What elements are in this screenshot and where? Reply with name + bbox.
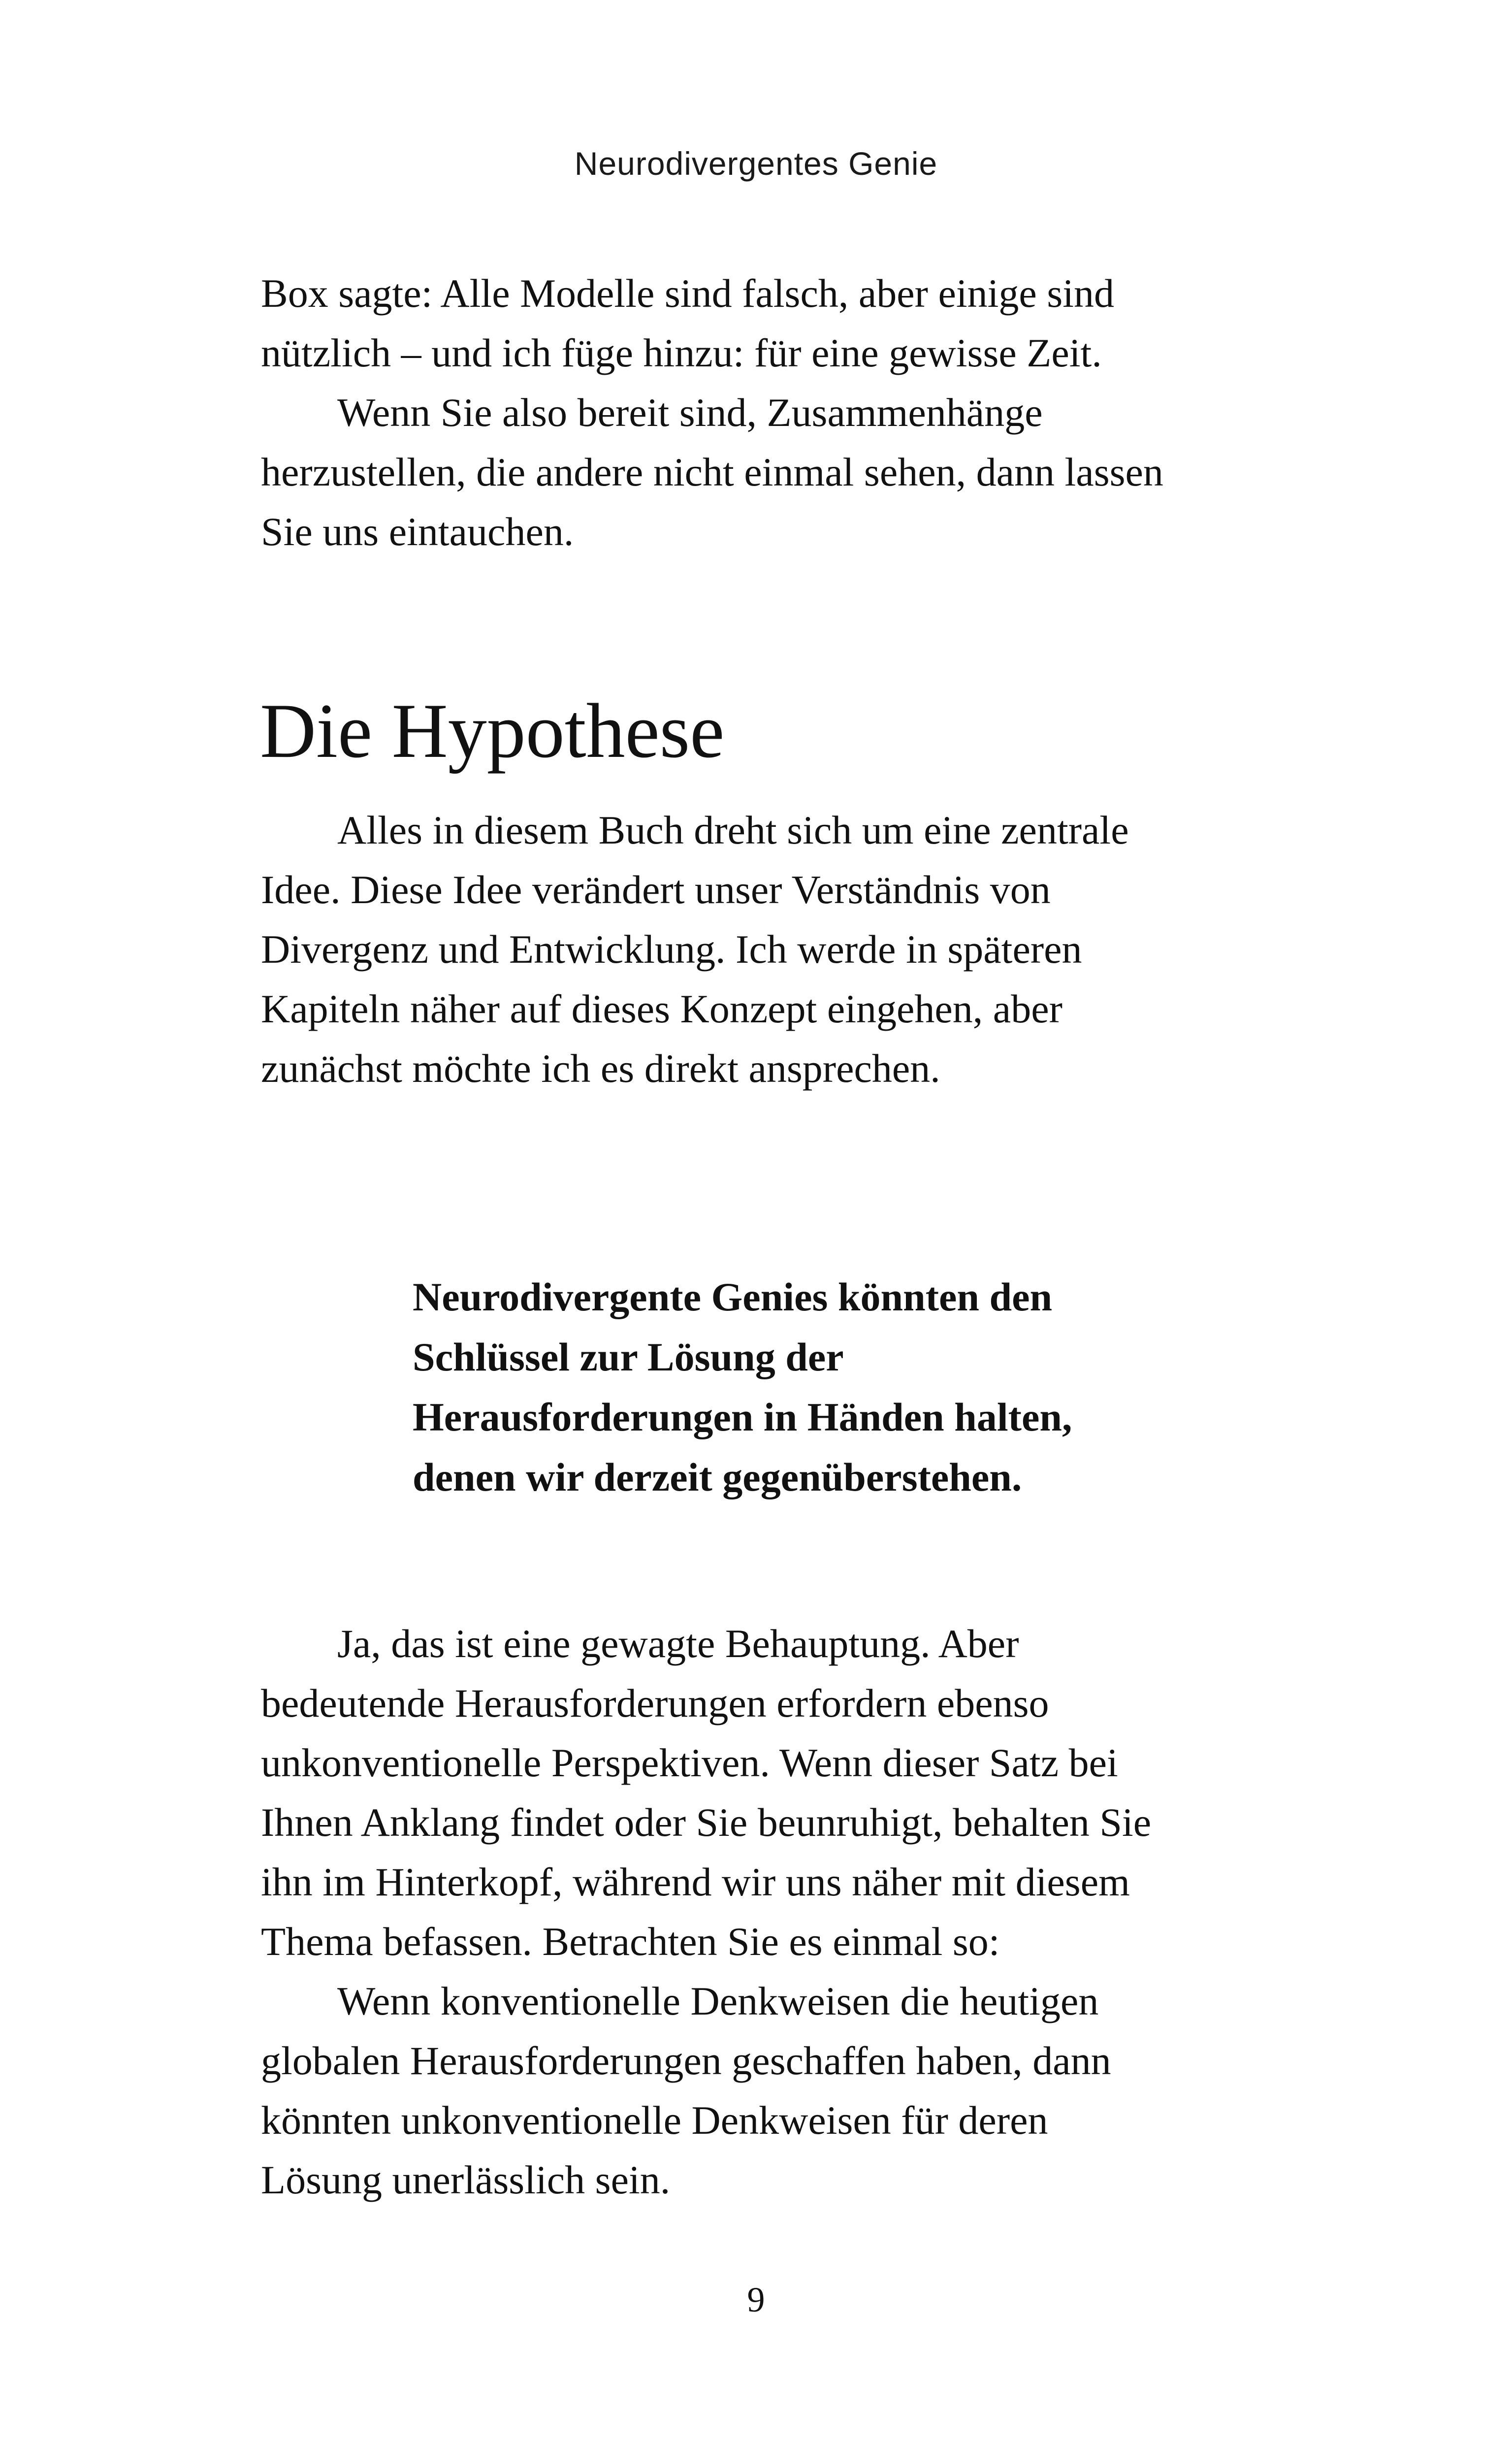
text-line: Wenn konventionelle Denkweisen die heutigen: [337, 1979, 1099, 2023]
text-line: Divergenz und Entwicklung. Ich werde in späteren: [261, 927, 1082, 972]
quote-line: Schlüssel zur Lösung der: [413, 1335, 844, 1379]
quote-line: Neurodivergente Genies könnten den: [413, 1274, 1053, 1319]
text-line: Thema befassen. Betrachten Sie es einmal so:: [261, 1919, 1000, 1964]
text-line: ihn im Hinterkopf, während wir uns näher mit diesem: [261, 1859, 1130, 1904]
text-line: Wenn Sie also bereit sind, Zusammenhänge: [337, 390, 1043, 435]
text-line: Lösung unerlässlich sein.: [261, 2157, 671, 2202]
text-line: unkonventionelle Perspektiven. Wenn dieser Satz bei: [261, 1740, 1118, 1785]
section-heading: Die Hypothese: [260, 688, 725, 774]
text-line: Alles in diesem Buch dreht sich um eine zentrale: [337, 808, 1129, 852]
response-text: [261, 1614, 1319, 2210]
intro-paragraph-1: [261, 263, 1319, 383]
hypothesis-paragraph-1: [261, 800, 1319, 1098]
pull-quote: [413, 1267, 1299, 1507]
text-line: Kapiteln näher auf dieses Konzept eingehen, aber: [261, 986, 1062, 1031]
text-line: Sie uns eintauchen.: [261, 509, 574, 554]
text-line: globalen Herausforderungen geschaffen haben, dann: [261, 2038, 1111, 2083]
intro-paragraph-2: [261, 383, 1319, 561]
running-header: Neurodivergentes Genie: [574, 145, 938, 182]
text-line: nützlich – und ich füge hinzu: für eine gewisse Zeit.: [261, 330, 1102, 375]
response-paragraph-1: [261, 1614, 1319, 1971]
text-line: bedeutende Herausforderungen erfordern ebenso: [261, 1681, 1049, 1726]
page-number: 9: [747, 2280, 765, 2319]
quote-line: denen wir derzeit gegenüberstehen.: [413, 1455, 1022, 1499]
text-line: Ihnen Anklang findet oder Sie beunruhigt, behalten Sie: [261, 1800, 1152, 1845]
text-line: könnten unkonventionelle Denkweisen für deren: [261, 2098, 1048, 2143]
quote-line: Herausforderungen in Händen halten,: [413, 1395, 1072, 1439]
text-line: Idee. Diese Idee verändert unser Verständnis von: [261, 867, 1051, 912]
text-line: herzustellen, die andere nicht einmal sehen, dann lassen: [261, 450, 1163, 494]
intro-text: [261, 263, 1319, 561]
text-line: zunächst möchte ich es direkt ansprechen.: [261, 1046, 940, 1091]
response-paragraph-2: [261, 1971, 1319, 2210]
text-line: Ja, das ist eine gewagte Behauptung. Aber: [337, 1621, 1019, 1666]
text-line: Box sagte: Alle Modelle sind falsch, aber einige sind: [261, 271, 1115, 316]
hypothesis-text: [261, 800, 1319, 1098]
